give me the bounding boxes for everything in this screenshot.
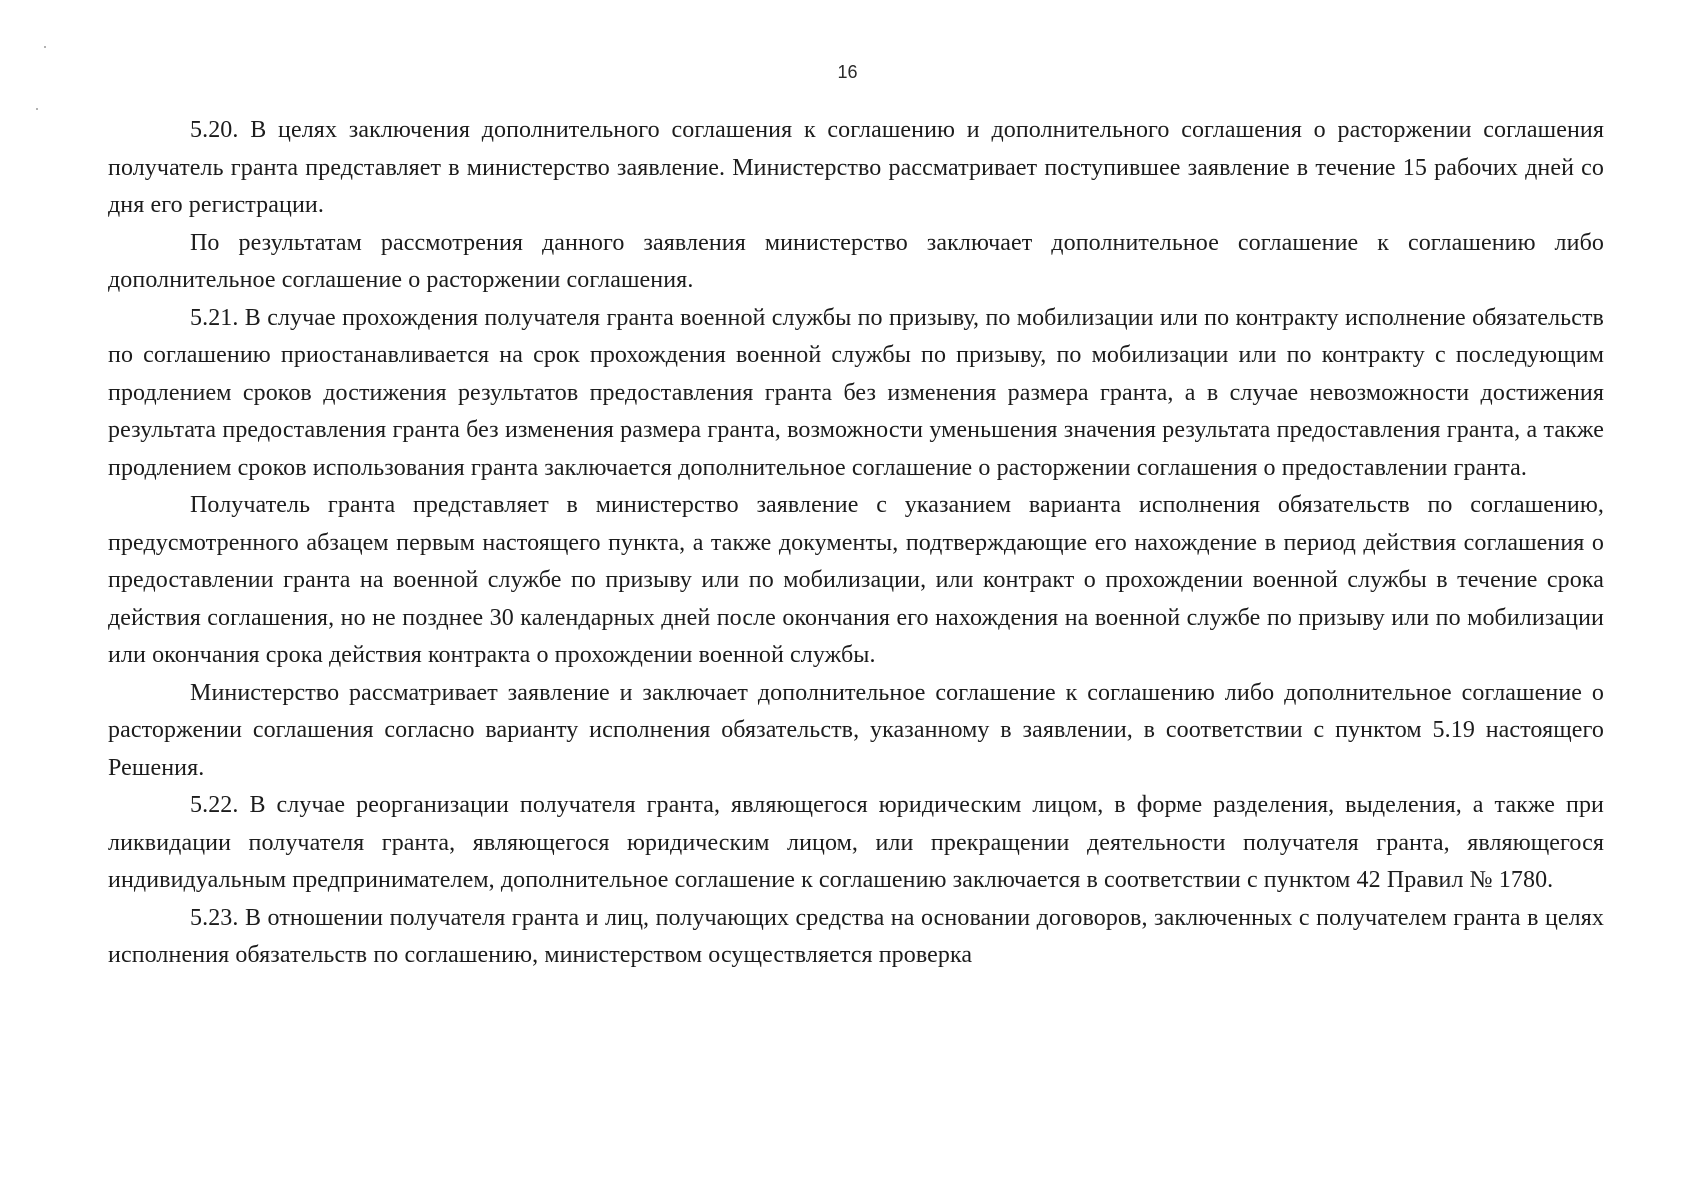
page-number: 16 (837, 62, 858, 82)
scan-speck (44, 46, 46, 48)
paragraph-5-20: 5.20. В целях заключения дополнительного соглашения к соглашению и дополнительного соглашения о расторжении соглашения получатель гранта представляет в министерство заявление. Министерство рассматривает поступившее заявление в течение 15 рабочих дней со дня его регистрации. (108, 117, 1604, 218)
paragraph-5-20-result: По результатам рассмотрения данного заявления министерство заключает дополнительное соглашение к соглашению либо дополнительное соглашение о расторжении соглашения. (108, 229, 1604, 293)
document-body (108, 112, 1604, 975)
paragraph-5-22: 5.22. В случае реорганизации получателя гранта, являющегося юридическим лицом, в форме разделения, выделения, а также при ликвидации получателя гранта, являющегося юридическим лицом, или прекращении деятельности получателя гранта, являющегося индивидуальным предпринимателем, дополнительное соглашение к соглашению заключается в соответствии с пунктом 42 Правил № 1780. (108, 792, 1604, 893)
scan-speck (36, 108, 38, 110)
paragraph-5-21-application: Получатель гранта представляет в министерство заявление с указанием варианта исполнения обязательств по соглашению, предусмотренного абзацем первым настоящего пункта, а также документы, подтверждающие его нахождение в период действия соглашения о предоставлении гранта на военной службе по призыву или по мобилизации, или контракт о прохождении военной службы в течение срока действия соглашения, но не позднее 30 календарных дней после окончания его нахождения на военной службе по призыву или по мобилизации или окончания срока действия контракта о прохождении военной службы. (108, 492, 1604, 668)
paragraph-5-21: 5.21. В случае прохождения получателя гранта военной службы по призыву, по мобилизации или по контракту исполнение обязательств по соглашению приостанавливается на срок прохождения военной службы по призыву, по мобилизации или по контракту с последующим продлением сроков достижения результатов предоставления гранта без изменения размера гранта, а в случае невозможности достижения результата предоставления гранта без изменения размера гранта, возможности уменьшения значения результата предоставления гранта, а также продлением сроков использования гранта заключается дополнительное соглашение о расторжении соглашения о предоставлении гранта. (108, 304, 1604, 481)
paragraph-5-23: 5.23. В отношении получателя гранта и лиц, получающих средства на основании договоров, заключенных с получателем гранта в целях исполнения обязательств по соглашению, министерством осуществляется проверка (108, 904, 1604, 968)
paragraph-5-21-review: Министерство рассматривает заявление и заключает дополнительное соглашение к соглашению либо дополнительное соглашение о расторжении соглашения согласно варианту исполнения обязательств, указанному в заявлении, в соответствии с пунктом 5.19 настоящего Решения. (108, 679, 1604, 781)
